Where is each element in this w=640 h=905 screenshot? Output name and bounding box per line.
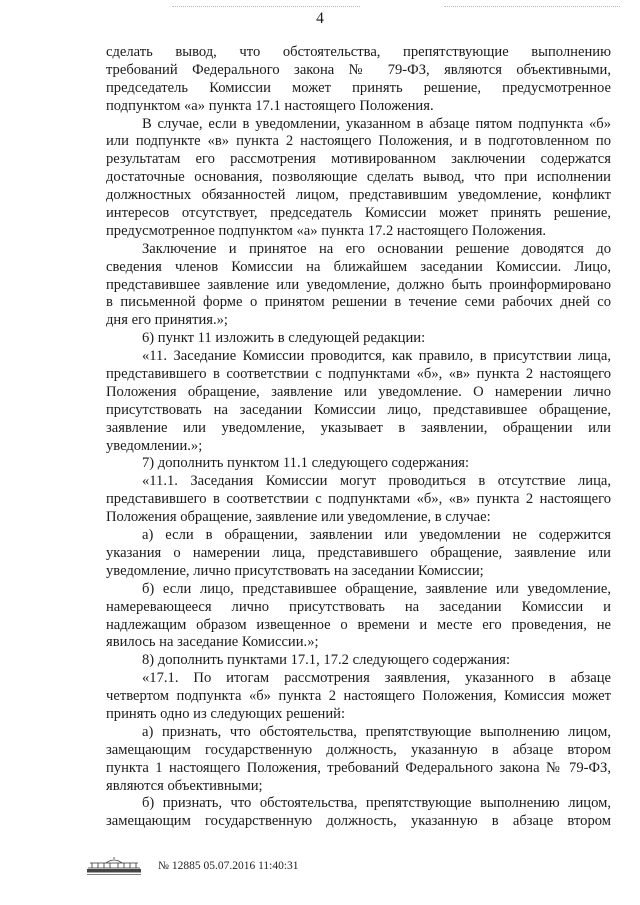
- text-line: присутствовать на заседании Комиссии лицо, представившее обращение,: [106, 401, 611, 418]
- text-line: интересов отсутствует, председатель Комиссии может принять решение,: [106, 205, 611, 222]
- page-number: 4: [316, 10, 324, 27]
- text-line: а) признать, что обстоятельства, препятствующие выполнению лицом,: [142, 723, 611, 740]
- document-body: [106, 44, 611, 831]
- scan-artifact-line-left: [172, 6, 360, 8]
- building-seal-icon: [84, 856, 144, 876]
- text-line: четвертом подпункта «б» пункта 2 настоящего Положения, Комиссия может: [106, 688, 611, 705]
- text-line: 7) дополнить пунктом 11.1 следующего содержания:: [142, 455, 470, 472]
- registration-stamp: № 12885 05.07.2016 11:40:31: [158, 860, 299, 872]
- text-line: председатель Комиссии может принять решение, предусмотренное: [106, 79, 611, 96]
- text-line: пункта 1 настоящего Положения, требований Федерального закона № 79-ФЗ,: [106, 759, 611, 776]
- text-line: сведения членов Комиссии на ближайшем заседании Комиссии. Лицо,: [106, 258, 611, 275]
- text-line: Заключение и принятое на его основании решение доводятся до: [142, 240, 611, 257]
- text-line: результатам его рассмотрения мотивированном заключении содержатся: [106, 151, 611, 168]
- text-line: Положения обращение, заявление или уведомление, в случае:: [106, 509, 491, 526]
- text-line: «11. Заседание Комиссии проводится, как правило, в присутствии лица,: [142, 348, 611, 365]
- text-line: «17.1. По итогам рассмотрения заявления, указанного в абзаце: [142, 670, 611, 687]
- text-line: указания о намерении лица, представившего обращение, заявление или: [106, 544, 611, 561]
- text-line: 8) дополнить пунктами 17.1, 17.2 следующего содержания:: [142, 652, 511, 669]
- text-line: уведомлении.»;: [106, 437, 203, 454]
- document-footer: [84, 856, 299, 876]
- text-line: должностных обязанностей лицом, представившим уведомление, конфликт: [106, 187, 611, 204]
- text-line: в письменной форме о принятом решении в течение семи рабочих дней со: [106, 294, 611, 311]
- text-line: б) если лицо, представившее обращение, заявление или уведомление,: [142, 580, 611, 597]
- text-line: В случае, если в уведомлении, указанном в абзаце пятом подпункта «б»: [142, 115, 611, 132]
- text-line: сделать вывод, что обстоятельства, препятствующие выполнению: [106, 44, 611, 60]
- text-line: дня его принятия.»;: [106, 312, 228, 329]
- text-line: надлежащим образом извещенное о времени и месте его проведения, не: [106, 616, 611, 633]
- scan-artifact-line-right: [444, 6, 620, 8]
- text-line: б) признать, что обстоятельства, препятствующие выполнению лицом,: [142, 795, 611, 812]
- text-line: принять одно из следующих решений:: [106, 705, 346, 722]
- text-line: заявление или уведомление, указывает в заявлении, обращении или: [106, 419, 611, 436]
- text-line: или подпункте «в» пункта 2 настоящего Положения, и в подготовленном по: [106, 133, 611, 150]
- text-line: подпунктом «а» пункта 17.1 настоящего Положения.: [106, 97, 434, 114]
- text-line: достаточные основания, позволяющие сделать вывод, что при исполнении: [106, 169, 611, 186]
- text-line: Положения обращение, заявление или уведомление. О намерении лично: [106, 383, 611, 400]
- text-line: «11.1. Заседания Комиссии могут проводиться в отсутствие лица,: [142, 473, 611, 490]
- text-line: замещающим государственную должность, указанную в абзаце втором: [106, 813, 611, 830]
- text-line: требований Федерального закона № 79-ФЗ, являются объективными,: [106, 61, 611, 78]
- text-line: 6) пункт 11 изложить в следующей редакции:: [142, 330, 426, 347]
- text-line: предусмотренное подпунктом «а» пункта 17.2 настоящего Положения.: [106, 222, 547, 239]
- text-line: а) если в обращении, заявлении или уведомлении не содержится: [142, 527, 611, 544]
- text-line: намеревающееся лично присутствовать на заседании Комиссии и: [106, 598, 611, 615]
- text-line: представившее заявление или уведомление, должно быть проинформировано: [106, 276, 611, 293]
- text-line: замещающим государственную должность, указанную в абзаце втором: [106, 741, 611, 758]
- text-line: уведомление, лично присутствовать на заседании Комиссии;: [106, 562, 484, 579]
- text-line: представившего в соответствии с подпунктами «б», «в» пункта 2 настоящего: [106, 366, 611, 383]
- text-line: явилось на заседание Комиссии.»;: [106, 634, 319, 651]
- text-line: представившего в соответствии с подпунктами «б», «в» пункта 2 настоящего: [106, 491, 611, 508]
- text-line: являются объективными;: [106, 777, 263, 794]
